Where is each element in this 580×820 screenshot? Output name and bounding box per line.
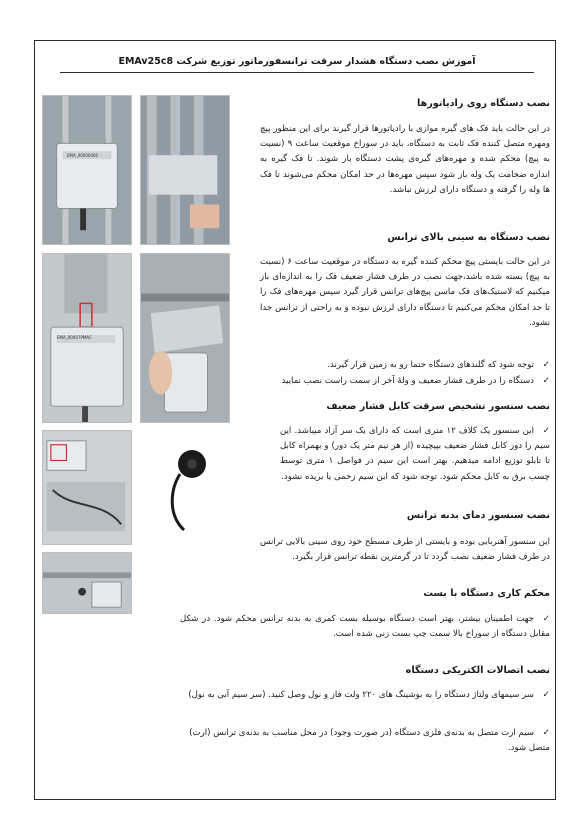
heading-electrical-connections: نصب اتصالات الکتریکی دستگاه (405, 665, 550, 676)
paragraph-cable-sensor (280, 424, 550, 485)
bullet-text: توجه شود که گلندهای دستگاه حتما رو به زمین قرار گیرند. (327, 360, 534, 370)
paragraph-radiator-install: در این حالت باید فک های گیره موازی با رادیاتورها قرار گیرند برای این منظور پیچ ومهره متصل کننده فک ثابت به دستگاه، باید در سوراخ موقعیت ساعت ۹ (نسبت به پیچ) محکم شده و مهره‌های گیره‌ی پشت دستگاه باز شوند. تا فک گیره به اندازه ضخامت یک وله باز شود سپس مهره‌ها در حد امکان محکم می‌شوند تا فک ها وله را گرفته و دستگاه دارای لرزش نباشد. (260, 124, 550, 195)
device-label-2: EMA_00007PMAC (57, 335, 92, 340)
heading-cable-sensor: نصب سنسور تشخیص سرقت کابل فشار ضعیف (326, 401, 550, 412)
bullet-text: سیم ارت متصل به بدنه‌ی فلزی دستگاه (در صورت وجود) در محل مناسب به بدنه‌ی ترانس (ارت) متصل شود. (189, 728, 550, 754)
paragraph-strap-fastening (180, 612, 550, 642)
cable-sensor-text: این سنسور یک کلاف ۱۲ متری است که دارای یک سر آزاد میباشد. این سیم را دور کابل فشار ضعیف بپیچیده (از هر نیم متر یک دور) و بهمراه کابل تا تابلو توزیع ادامه میدهیم. بهتر است این سیم در فواصل ۱ متری توسط چسب برق به کابل محکم شود. توجه شود که این سیم زخمی یا بریده نشود. (280, 426, 550, 482)
photo-temperature-sensor (140, 430, 230, 545)
check-icon: ✓ (542, 728, 550, 738)
bullet-text: سر سیمهای ولتاژ دستگاه را به بوشینگ های ۲۲۰ ولت فاز و نول وصل کنید. (سر سیم آبی به نول) (188, 690, 534, 700)
check-icon: ✓ (542, 690, 550, 700)
check-icon: ✓ (542, 376, 550, 386)
bullet-text: دستگاه را در طرف فشار ضعیف و ولهٔ آخر از سمت راست نصب نمایید (281, 376, 534, 386)
strap-text: جهت اطمینان بیشتر، بهتر است دستگاه بوسیله بست کمری به بدنه ترانس محکم شود. در شکل مقابل دستگاه از سوراخ بالا سمت چپ بست زنی شده است. (180, 614, 550, 640)
check-icon: ✓ (542, 426, 550, 436)
heading-tray-install: نصب دستگاه به سینی بالای ترانس (387, 232, 550, 243)
heading-temperature-sensor: نصب سنسور دمای بدنه ترانس (406, 510, 550, 521)
paragraph-tray-install: در این حالت بایستی پیچ محکم کننده گیره به دستگاه در موقعیت ساعت ۶ (نسبت به پیچ) بسته شده باشد،جهت نصب در طرف فشار ضعیف فک را به اندازه‌ای باز میکنیم که لاستیک‌های فک ماسن پیچ‌های ترانس قرار گیرد سپس مهره‌های فک را تا حد امکان محکم می‌کنیم تا دستگاه دارای لرزش نبوده و به راحتی از ترانس جدا نشود. (260, 257, 550, 328)
paragraph-temperature-sensor: این سنسور آهنربایی بوده و بایستی از طرف مسطح خود روی سینی بالایی ترانس در طرف فشار ضعیف نصب گردد تا در گرمترین نقطه ترانس قرار بگیرد. (260, 537, 550, 563)
bullet-low-voltage-side (260, 374, 550, 389)
photo-radiator-closeup (140, 95, 230, 245)
bullet-voltage-wires (180, 688, 550, 703)
photo-strap-fastening (42, 552, 132, 614)
photo-cable-sensor (42, 430, 132, 545)
photo-clamp-installation (140, 253, 230, 423)
photo-device-tray (42, 253, 132, 423)
bullet-glands-down (260, 358, 550, 373)
title-underline (60, 72, 534, 73)
document-title: آموزش نصب دستگاه هشدار سرقت ترانسفورماتور توزیع شرکت EMAv25c8 (118, 56, 476, 67)
heading-radiator-install: نصب دستگاه روی رادیاتورها (417, 98, 550, 109)
device-label: EMA_00000000 (67, 153, 99, 158)
photo-device-radiator (42, 95, 132, 245)
heading-strap-fastening: محکم کاری دستگاه با بست (423, 588, 550, 599)
bullet-earth-wire (180, 726, 550, 756)
check-icon: ✓ (542, 614, 550, 624)
check-icon: ✓ (542, 360, 550, 370)
